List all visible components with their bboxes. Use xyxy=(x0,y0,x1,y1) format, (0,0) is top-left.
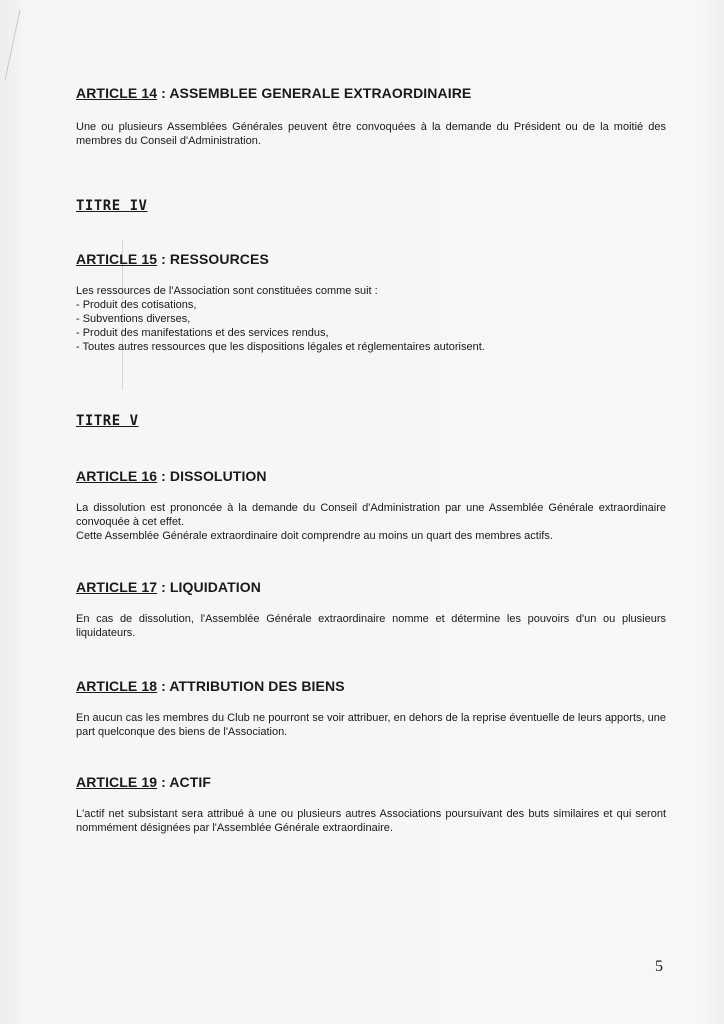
article-17-title: : LIQUIDATION xyxy=(157,579,261,595)
article-18-title: : ATTRIBUTION DES BIENS xyxy=(157,678,345,694)
list-item: - Subventions diverses, xyxy=(76,313,191,325)
article-15-intro: Les ressources de l'Association sont constituées comme suit : xyxy=(76,285,378,297)
article-14-number: ARTICLE 14 xyxy=(76,85,158,101)
list-item: - Toutes autres ressources que les dispositions légales et réglementaires autorisent. xyxy=(76,341,485,353)
article-14 xyxy=(76,84,666,148)
article-14-heading xyxy=(76,84,666,102)
article-16-number: ARTICLE 16 xyxy=(76,468,158,484)
article-19-number: ARTICLE 19 xyxy=(76,774,158,790)
article-16-text-2: Cette Assemblée Générale extraordinaire doit comprendre au moins un quart des membres actifs. xyxy=(76,530,553,542)
article-16 xyxy=(76,467,666,543)
page-number: 5 xyxy=(655,958,663,975)
article-15-title: : RESSOURCES xyxy=(157,251,269,267)
article-17-heading xyxy=(76,578,666,596)
list-item: - Produit des cotisations, xyxy=(76,299,197,311)
list-item: - Produit des manifestations et des services rendus, xyxy=(76,327,329,339)
article-19-title: : ACTIF xyxy=(157,774,212,790)
article-18 xyxy=(76,677,666,739)
article-19-heading xyxy=(76,773,666,791)
article-15 xyxy=(76,250,666,354)
article-14-text: Une ou plusieurs Assemblées Générales peuvent être convoquées à la demande du Président ou de la moitié des membres du Conseil d'Administration. xyxy=(76,121,666,147)
article-17 xyxy=(76,578,666,640)
article-15-heading xyxy=(76,250,666,268)
article-18-heading xyxy=(76,677,666,695)
article-19-text: L'actif net subsistant sera attribué à une ou plusieurs autres Associations poursuivant des buts similaires et qui seront nommément désignées par l'Assemblée Générale extraordinaire. xyxy=(76,808,666,834)
article-16-title: : DISSOLUTION xyxy=(157,468,267,484)
article-15-number: ARTICLE 15 xyxy=(76,251,158,267)
article-17-text: En cas de dissolution, l'Assemblée Générale extraordinaire nomme et détermine les pouvoirs d'un ou plusieurs liquidateurs. xyxy=(76,613,666,639)
article-18-text: En aucun cas les membres du Club ne pourront se voir attribuer, en dehors de la reprise éventuelle de leurs apports, une part quelconque des biens de l'Association. xyxy=(76,712,666,738)
page-corner-mark xyxy=(5,10,49,80)
article-17-number: ARTICLE 17 xyxy=(76,579,158,595)
titre-v: TITRE V xyxy=(76,413,139,429)
article-16-heading xyxy=(76,467,666,485)
resources-list xyxy=(76,298,666,354)
article-16-text: La dissolution est prononcée à la demande du Conseil d'Administration par une Assemblée Générale extraordinaire convoquée à cet effet. xyxy=(76,502,666,528)
article-18-number: ARTICLE 18 xyxy=(76,678,158,694)
article-14-title: : ASSEMBLEE GENERALE EXTRAORDINAIRE xyxy=(157,85,472,101)
article-19 xyxy=(76,773,666,835)
titre-iv: TITRE IV xyxy=(76,198,148,214)
